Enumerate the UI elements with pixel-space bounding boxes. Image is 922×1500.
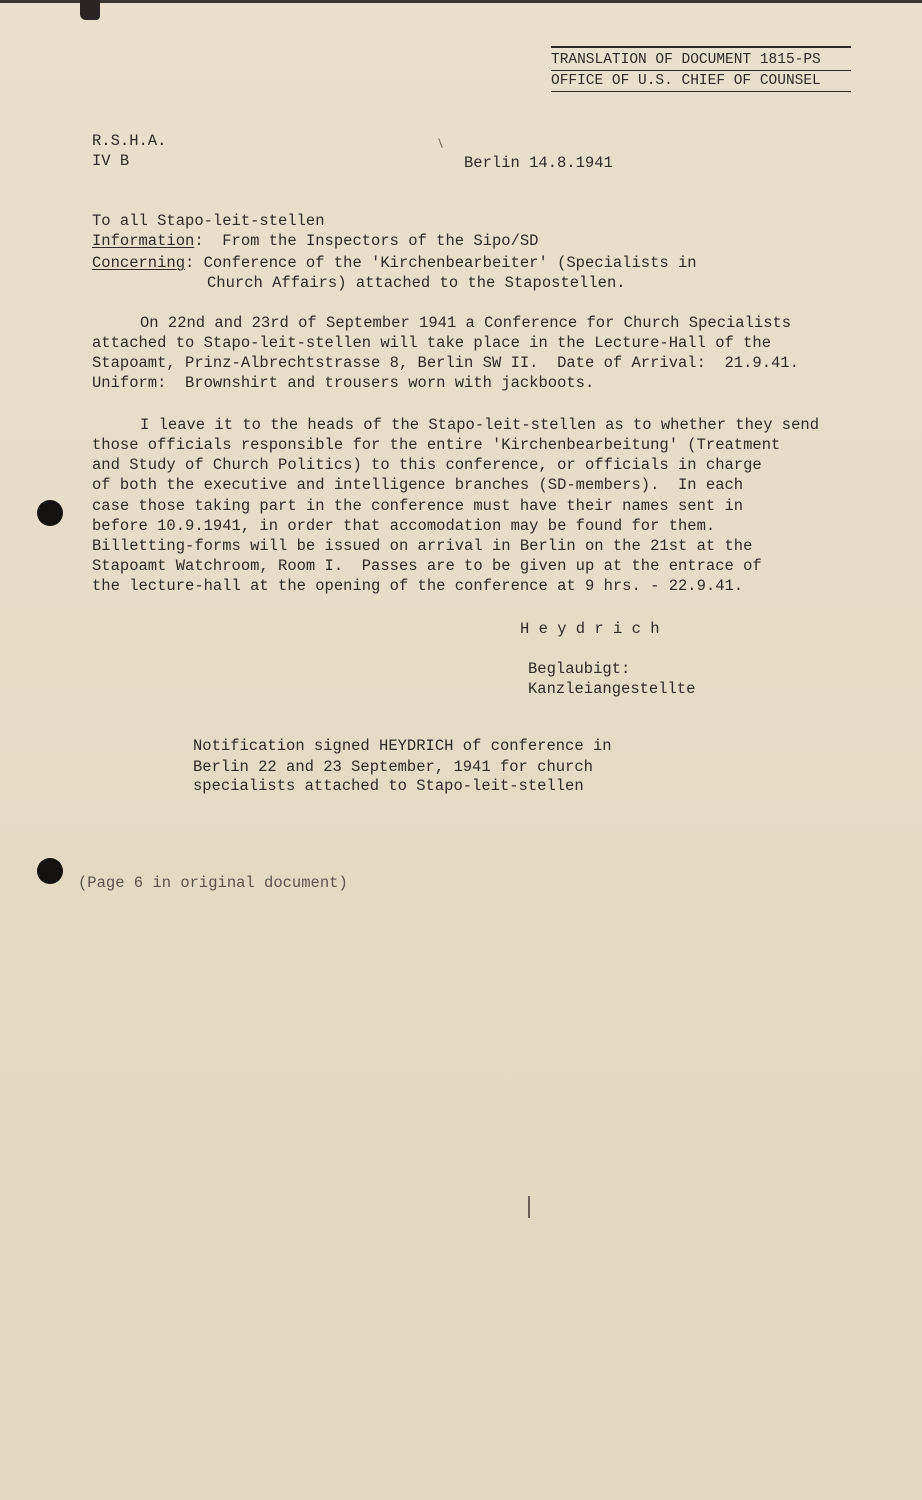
paragraph-2-line: case those taking part in the conference must have their names sent in [92,497,744,515]
paragraph-2-line: of both the executive and intelligence branches (SD-members). In each [92,476,744,494]
note-line: Notification signed HEYDRICH of conference in [193,737,612,755]
concerning-continuation: Church Affairs) attached to the Stapostellen. [207,274,626,292]
paragraph-2-line: Stapoamt Watchroom, Room I. Passes are to be given up at the entrace of [92,557,762,575]
punch-hole-lower [37,858,63,884]
concerning-text: : Conference of the 'Kirchenbearbeiter' (Specialists in [185,254,697,272]
header-top-rule [551,46,851,48]
header-line-2: OFFICE OF U.S. CHIEF OF COUNSEL [551,71,851,92]
concerning-line [92,253,697,273]
paragraph-2-line: those officials responsible for the entire 'Kirchenbearbeitung' (Treatment [92,436,781,454]
header-line-1: TRANSLATION OF DOCUMENT 1815-PS [551,50,851,71]
punch-hole-upper [37,500,63,526]
signature-name: H e y d r i c h [520,620,660,638]
note-line: Berlin 22 and 23 September, 1941 for church [193,758,593,776]
information-line [92,231,538,251]
certification-line-2: Kanzleiangestellte [528,680,696,698]
concerning-label: Concerning [92,254,186,272]
information-text: : From the Inspectors of the Sipo/SD [194,232,539,250]
paragraph-2-line: I leave it to the heads of the Stapo-leit-stellen as to whether they send [140,416,820,434]
paragraph-1-line: Stapoamt, Prinz-Albrechtstrasse 8, Berlin SW II. Date of Arrival: 21.9.41. [92,354,799,372]
paragraph-2-line: the lecture-hall at the opening of the conference at 9 hrs. - 22.9.41. [92,577,744,595]
addressee-line: To all Stapo-leit-stellen [92,212,325,230]
paragraph-1-line: Uniform: Brownshirt and trousers worn with jackboots. [92,374,595,392]
paragraph-1-line: On 22nd and 23rd of September 1941 a Conference for Church Specialists [140,314,792,332]
office-line-1: R.S.H.A. [92,132,167,150]
stray-pencil-mark [528,1196,530,1218]
document-date: Berlin 14.8.1941 [464,154,613,172]
information-label: Information [92,232,195,250]
note-line: specialists attached to Stapo-leit-stellen [193,777,584,795]
page-reference: (Page 6 in original document) [78,874,348,892]
stray-tick-mark [438,138,442,148]
office-line-2: IV B [92,152,130,170]
paragraph-2-line: before 10.9.1941, in order that accomodation may be found for them. [92,517,716,535]
translation-header [551,46,851,92]
paragraph-2-line: and Study of Church Politics) to this conference, or officials in charge [92,456,762,474]
paragraph-1-line: attached to Stapo-leit-stellen will take place in the Lecture-Hall of the [92,334,772,352]
corner-mark [80,0,100,20]
page-top-edge [0,0,922,3]
paragraph-2-line: Billetting-forms will be issued on arrival in Berlin on the 21st at the [92,537,753,555]
certification-line-1: Beglaubigt: [528,660,631,678]
